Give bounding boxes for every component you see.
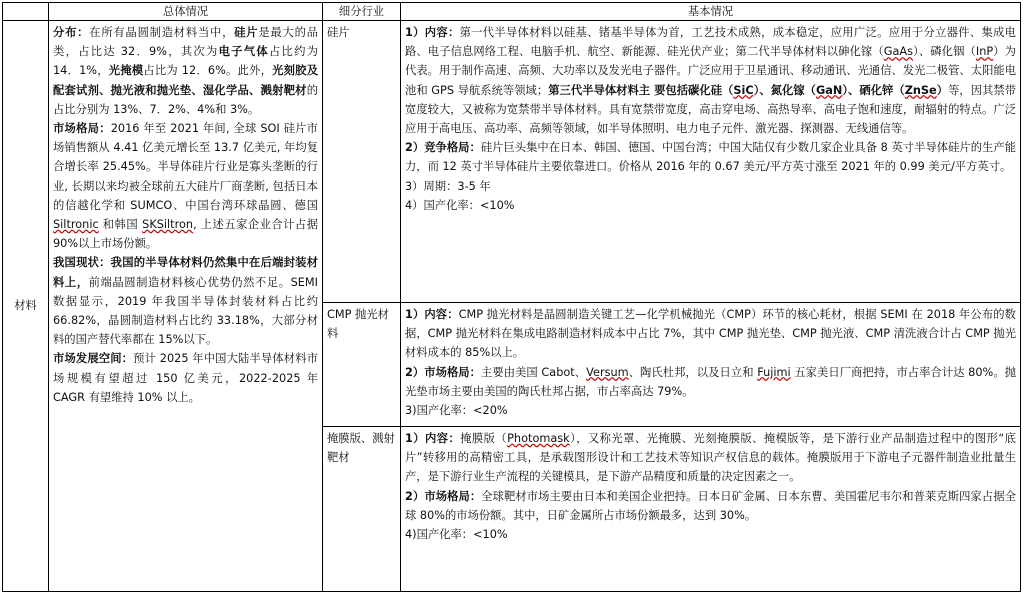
- header-overview: 总体情况: [49, 3, 323, 21]
- subindustry-wafer: 硅片: [323, 21, 401, 303]
- cmp-market: 2）市场格局：主要由美国 Cabot、Versum、陶氏杜邦，以及日立和 Fujimi 五家美日厂商把持，市占率合计达 80%。抛光垫市场主要由美国的陶氏杜邦占据，市占率高达 79%。: [405, 365, 1016, 398]
- cmp-localization: 3)国产化率：<20%: [405, 404, 508, 418]
- header-blank: [3, 3, 49, 21]
- header-row: [3, 3, 1021, 21]
- overview-cell: [49, 21, 323, 592]
- overview-china-status: 我国现状：我国的半导体材料仍然集中在后端封装材料上，前端晶圆制造材料核心优势仍然不足。SEMI 数据显示，2019 年我国半导体封装材料占比约 66.82%，晶圆制造材料占比约 33.18%，大部分材料的国产替代率都在 15%以下。: [53, 256, 318, 347]
- category-cell: 材料: [3, 21, 49, 592]
- overview-distribution: 分布：在所有晶圆制造材料当中，硅片是最大的品类，占比达 32．9%，其次为电子气体占比约为 14．1%，光掩模占比为 12．6%。此外，光刻胶及配套试剂、抛光液和抛光垫、湿化学品、溅射靶材的占比分别为 13%、7．2%、4%和 3%。: [53, 26, 318, 116]
- materials-table: [2, 2, 1021, 592]
- detail-wafer: [401, 21, 1021, 303]
- detail-mask: [401, 427, 1021, 592]
- wafer-competition: 2）竞争格局：硅片巨头集中在日本、韩国、德国、中国台湾；中国大陆仅有少数几家企业具备 8 英寸半导体硅片的生产能力，而 12 英寸半导体硅片主要依靠进口。价格从 2016 年的 0.67 美元/平方英寸涨至 2021 年的 0.99 美元/平方英寸。: [405, 141, 1016, 174]
- header-basic: 基本情况: [401, 3, 1021, 21]
- wafer-cycle: 3）周期：3-5 年: [405, 179, 491, 193]
- mask-localization: 4)国产化率：<10%: [405, 528, 508, 542]
- header-subindustry: 细分行业: [323, 3, 401, 21]
- mask-content: 1）内容：掩膜版（Photomask），又称光罩、光掩膜、光刻掩膜版、掩模版等，是下游行业产品制造过程中的图形“底片”转移用的高精密工具，是承载图形设计和工艺技术等知识产权信息的载体。掩膜版用于下游电子元器件制造业批量生产，是下游行业生产流程的关键模具，是下游产品精度和质量的决定因素之一。: [405, 432, 1016, 484]
- wafer-localization: 4）国产化率：<10%: [405, 198, 515, 212]
- overview-market-structure: 市场格局：2016 年至 2021 年间, 全球 SOI 硅片市场销售额从 4.41 亿美元增长至 13.7 亿美元, 年均复合增长率 25.45%。半导体硅片行业是寡头垄断的行业, 长期以来均被全球前五大硅片厂商垄断, 包括日本的信越化学和 SUMCO、中国台湾环球晶圆、德国 Siltronic 和韩国 SKSiltron, 上述五家企业合计占据 90%以上市场份额。: [53, 122, 318, 251]
- overview-market-space: 市场发展空间：预计 2025 年中国大陆半导体材料市场规模有望超过 150 亿美元，2022-2025 年 CAGR 有望维持 10% 以上。: [53, 352, 318, 404]
- detail-cmp: [401, 303, 1021, 427]
- subindustry-cmp: CMP 抛光材料: [323, 303, 401, 427]
- subindustry-mask: 掩膜版、溅射靶材: [323, 427, 401, 592]
- cmp-content: 1）内容：CMP 抛光材料是晶圆制造关键工艺—化学机械抛光（CMP）环节的核心耗材，根据 SEMI 在 2018 年公布的数据，CMP 抛光材料在集成电路制造材料成本中占比 7%，其中 CMP 抛光垫、CMP 抛光液、CMP 清洗液合计占 CMP 抛光材料成本的 85%以上。: [405, 308, 1016, 360]
- mask-market: 2）市场格局：全球靶材市场主要由日本和美国企业把持。日本日矿金属、日本东曹、美国霍尼韦尔和普莱克斯四家占据全球 80%的市场份额。其中，日矿金属所占市场份额最多，达到 30%。: [405, 489, 1016, 522]
- wafer-content: 1）内容：第一代半导体材料以硅基、锗基半导体为首，工艺技术成熟，成本稳定，应用广泛。应用于分立器件、集成电路、电子信息网络工程、电脑手机、航空、新能源、硅光伏产业；第二代半导体材料以砷化镓（GaAs）、磷化铟（InP）为代表。用于制作高速、高频、大功率以及发光电子器件。广泛应用于卫星通讯、移动通讯、光通信、发光二极管、太阳能电池和 GPS 导航系统等领域；第三代半导体材料主 要包括碳化硅（SiC）、氮化镓（GaN）、硒化锌（ZnSe）等，因其禁带宽度较大，又被称为宽禁带半导体材料。具有宽禁带宽度，高击穿电场、高热导率、高电子饱和速度，耐辐射的特点。广泛应用于高电压、高功率、高频等领域，如半导体照明、电力电子元件、激光器、探测器、无线通信等。: [405, 26, 1017, 136]
- row-wafer: [3, 21, 1021, 303]
